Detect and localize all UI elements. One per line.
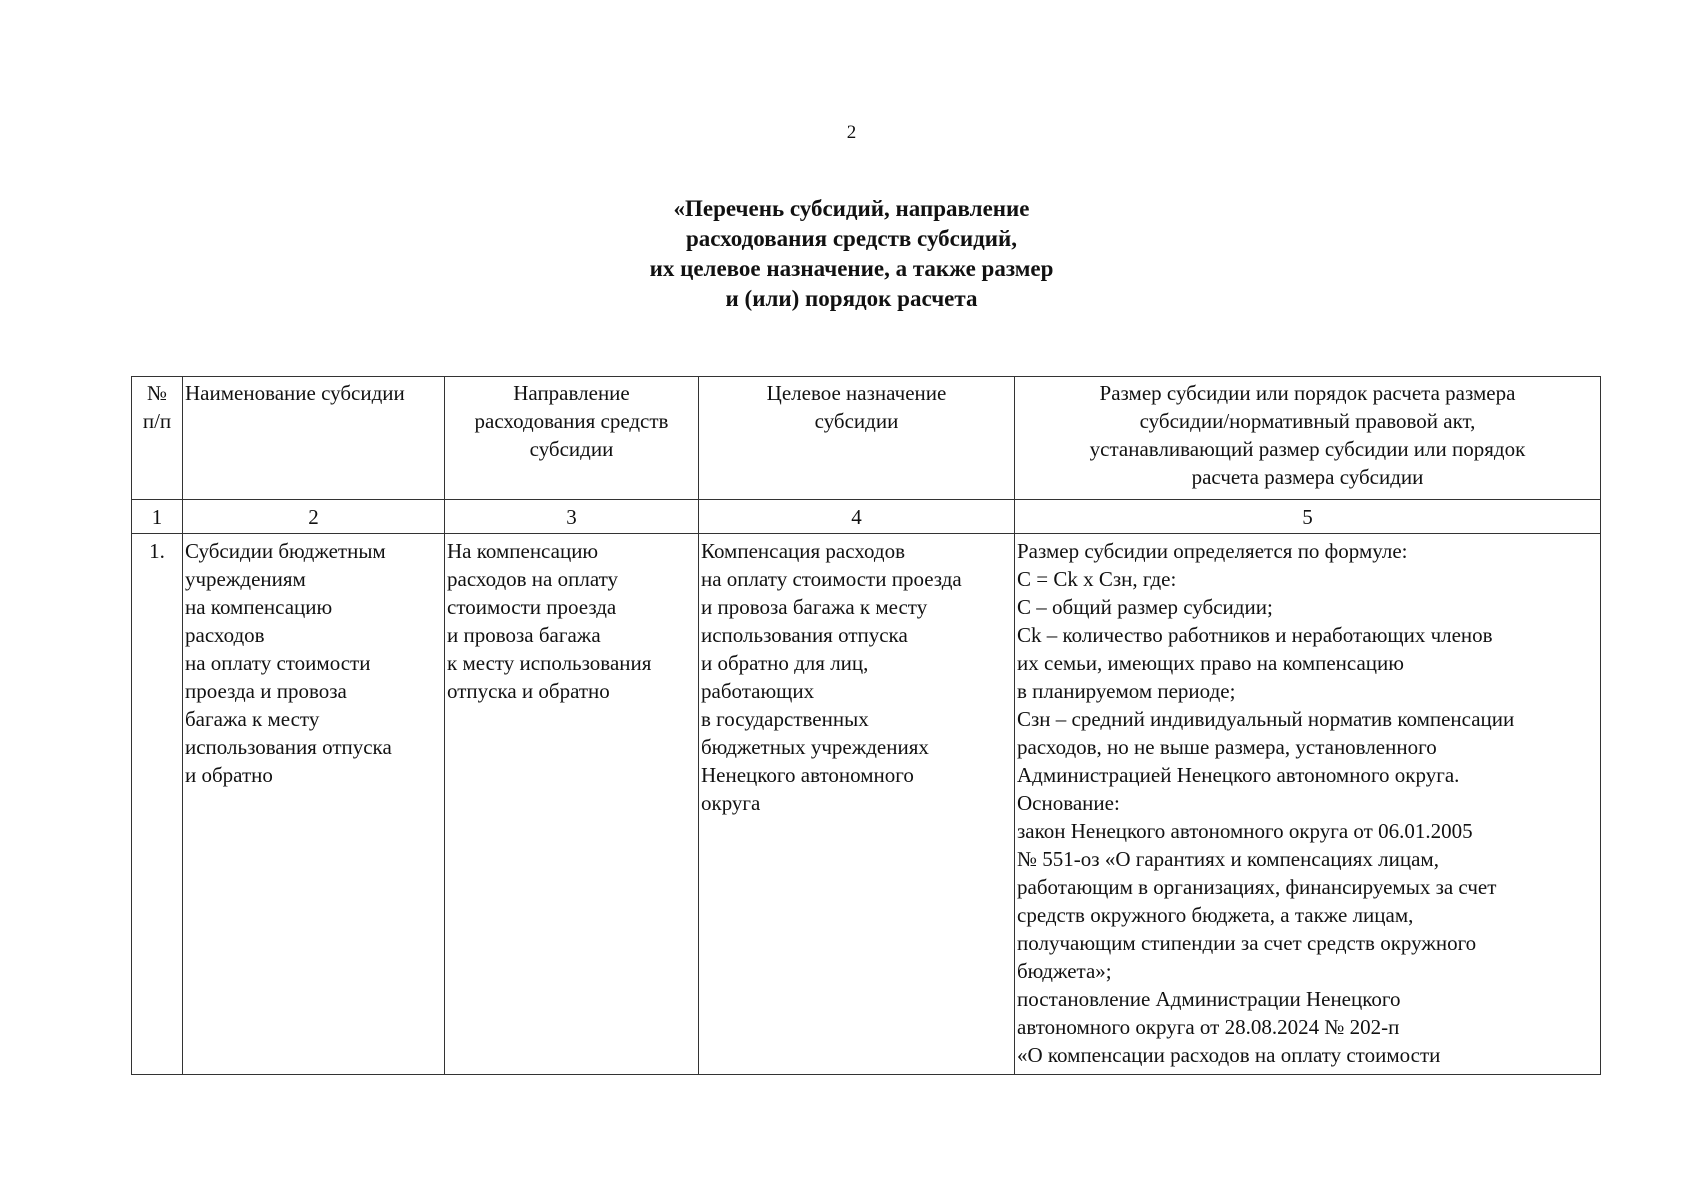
subsidies-table [131, 376, 1601, 1075]
cell-line: на оплату стоимости [185, 651, 371, 675]
cell-line: использования отпуска [185, 735, 392, 759]
cell-line: Основание: [1017, 791, 1120, 815]
cell-line: использования отпуска [701, 623, 908, 647]
table-header-row [132, 377, 1601, 500]
title-line: и (или) порядок расчета [725, 286, 978, 311]
cell-line: в планируемом периоде; [1017, 679, 1236, 703]
cell-line: получающим стипендии за счет средств окружного [1017, 931, 1477, 955]
row-number: 1. [132, 534, 183, 1075]
purpose-cell [699, 534, 1015, 1075]
cell-line: и провоза багажа [447, 623, 601, 647]
header-text: п/п [142, 409, 172, 433]
cell-line: к месту использования [447, 651, 652, 675]
cell-line: проезда и провоза [185, 679, 347, 703]
cell-line: расходов, но не выше размера, установленного [1017, 735, 1437, 759]
header-text: № [146, 381, 168, 405]
cell-line: учреждениям [185, 567, 306, 591]
cell-line: и обратно для лиц, [701, 651, 869, 675]
column-number: 1 [132, 500, 183, 534]
cell-line: расходов на оплату [447, 567, 619, 591]
cell-line: Ненецкого автономного [701, 763, 914, 787]
cell-line: расходов [185, 623, 265, 647]
cell-line: округа [701, 791, 761, 815]
header-number [132, 377, 183, 500]
cell-line: постановление Администрации Ненецкого [1017, 987, 1401, 1011]
column-number-row [132, 500, 1601, 534]
cell-line: их семьи, имеющих право на компенсацию [1017, 651, 1404, 675]
cell-line: Ck – количество работников и неработающих членов [1017, 623, 1493, 647]
cell-line: отпуска и обратно [447, 679, 610, 703]
column-number: 3 [445, 500, 699, 534]
cell-line: средств окружного бюджета, а также лицам, [1017, 903, 1414, 927]
cell-line: на компенсацию [185, 595, 333, 619]
header-text: расходования средств [474, 409, 669, 433]
header-text: Наименование субсидии [185, 381, 405, 405]
cell-line: № 551-оз «О гарантиях и компенсациях лицам, [1017, 847, 1439, 871]
header-text: субсидии/нормативный правовой акт, [1139, 409, 1476, 433]
cell-line: С = Ck х Сзн, где: [1017, 567, 1177, 591]
column-number: 4 [699, 500, 1015, 534]
cell-line: багажа к месту [185, 707, 320, 731]
cell-line: «О компенсации расходов на оплату стоимости [1017, 1043, 1441, 1067]
calculation-cell [1015, 534, 1601, 1075]
header-text: расчета размера субсидии [1191, 465, 1424, 489]
cell-line: С – общий размер субсидии; [1017, 595, 1273, 619]
page-number: 2 [846, 122, 857, 143]
cell-line: Размер субсидии определяется по формуле: [1017, 539, 1408, 563]
cell-line: работающим в организациях, финансируемых за счет [1017, 875, 1497, 899]
cell-line: бюджета»; [1017, 959, 1112, 983]
table-row [132, 534, 1601, 1075]
cell-line: автономного округа от 28.08.2024 № 202-п [1017, 1015, 1400, 1039]
cell-line: и провоза багажа к месту [701, 595, 928, 619]
cell-line: Компенсация расходов [701, 539, 905, 563]
column-number: 2 [183, 500, 445, 534]
header-purpose [699, 377, 1015, 500]
cell-line: и обратно [185, 763, 273, 787]
cell-line: На компенсацию [447, 539, 599, 563]
title-line: «Перечень субсидий, направление [673, 196, 1030, 221]
cell-line: Администрацией Ненецкого автономного округа. [1017, 763, 1460, 787]
cell-line: Сзн – средний индивидуальный норматив компенсации [1017, 707, 1515, 731]
cell-line: закон Ненецкого автономного округа от 06.01.2005 [1017, 819, 1473, 843]
direction-cell [445, 534, 699, 1075]
title-line: их целевое назначение, а также размер [649, 256, 1054, 281]
header-subsidy-name [183, 377, 445, 500]
document-title [0, 194, 1703, 314]
header-direction [445, 377, 699, 500]
column-number: 5 [1015, 500, 1601, 534]
header-calculation [1015, 377, 1601, 500]
cell-line: Субсидии бюджетным [185, 539, 386, 563]
header-text: Целевое назначение [766, 381, 947, 405]
header-text: субсидии [814, 409, 899, 433]
subsidy-name-cell [183, 534, 445, 1075]
title-line: расходования средств субсидий, [685, 226, 1017, 251]
cell-line: стоимости проезда [447, 595, 617, 619]
header-text: устанавливающий размер субсидии или порядок [1089, 437, 1526, 461]
cell-line: в государственных [701, 707, 869, 731]
cell-line: работающих [701, 679, 815, 703]
header-text: субсидии [529, 437, 614, 461]
cell-line: бюджетных учреждениях [701, 735, 929, 759]
header-text: Направление [513, 381, 630, 405]
cell-line: на оплату стоимости проезда [701, 567, 962, 591]
header-text: Размер субсидии или порядок расчета размера [1099, 381, 1516, 405]
